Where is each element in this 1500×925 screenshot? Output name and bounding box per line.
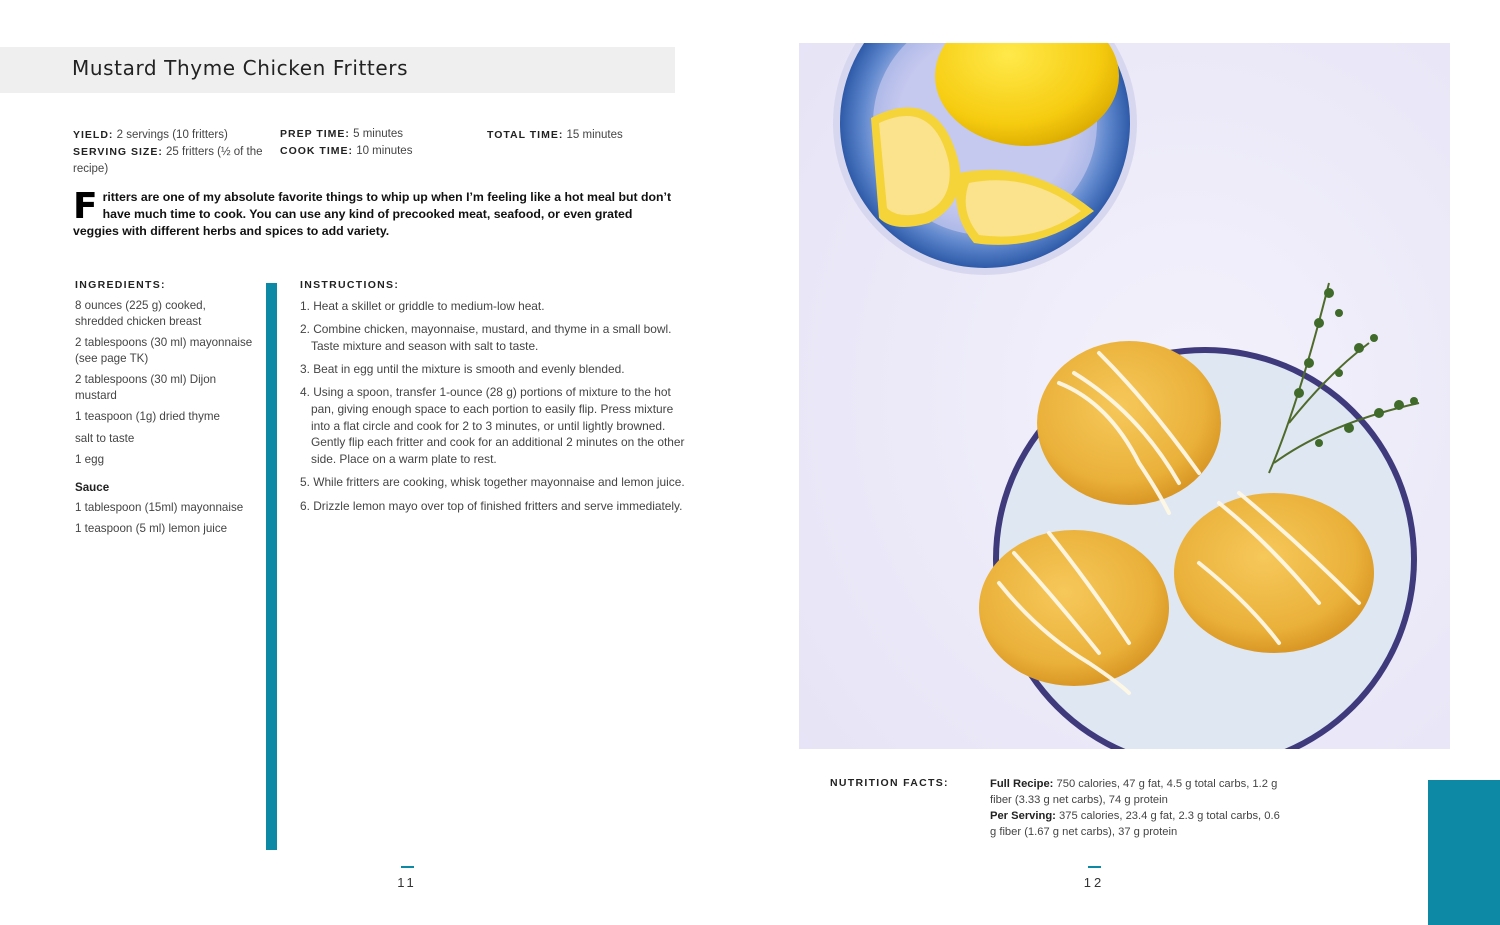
ingredient-item: salt to taste [75,431,135,445]
page-number-text: 11 [397,875,417,890]
nutrition-facts [990,776,1280,840]
per-serving-label: Per Serving: [990,810,1056,822]
total-time-value: 15 minutes [563,129,623,141]
accent-divider-bar [266,283,277,850]
ingredient-item: 2 tablespoons (30 ml) Dijon mustard [75,373,217,402]
serving-size-label: SERVING SIZE: [73,146,163,158]
instructions-label: INSTRUCTIONS: [300,279,400,291]
accent-corner-block [1428,780,1500,925]
page-number-dash [1088,866,1101,868]
time-info [280,126,460,160]
instruction-step: 1. Heat a skillet or griddle to medium-low heat. [300,299,545,313]
cook-time-label: COOK TIME: [280,145,353,157]
full-recipe-value: 750 calories, 47 g fat, 4.5 g total carbs, 1.2 g fiber (3.33 g net carbs), 74 g protein [990,778,1278,806]
cook-time-value: 10 minutes [353,145,413,157]
instruction-step: 6. Drizzle lemon mayo over top of finished fritters and serve immediately. [300,498,683,513]
recipe-photo [799,43,1450,749]
nutrition-facts-label: NUTRITION FACTS: [830,777,949,789]
page-number-text: 12 [1083,875,1105,890]
ingredients-section [75,279,255,543]
food-photo-illustration [799,43,1450,749]
instruction-step: 5. While fritters are cooking, whisk together mayonnaise and lemon juice. [300,475,685,490]
page-number-right [1079,866,1109,890]
total-time-info [487,127,667,144]
yield-label: YIELD: [73,129,114,141]
prep-time-label: PREP TIME: [280,128,350,140]
page-number-dash [401,866,414,868]
intro-text: ritters are one of my absolute favorite things to whip up when I’m feeling like a hot meal but don’t have much time to cook. You can use any kind of precooked meat, seafood, or even grated veggies with different herbs and spices to add variety. [73,190,672,238]
instruction-step: 3. Beat in egg until the mixture is smooth and evenly blended. [300,362,625,377]
yield-value: 2 servings (10 fritters) [113,129,228,141]
total-time-label: TOTAL TIME: [487,129,564,141]
ingredient-item: 8 ounces (225 g) cooked, shredded chicken breast [75,299,206,328]
yield-serving-info [73,127,263,178]
ingredient-item: 1 teaspoon (1g) dried thyme [75,410,221,423]
sauce-item: 1 teaspoon (5 ml) lemon juice [75,522,228,535]
ingredients-label: INGREDIENTS: [75,279,166,291]
instructions-list [300,298,685,514]
instruction-step: 4. Using a spoon, transfer 1-ounce (28 g) portions of mixture to the hot pan, giving enough space to each portion to easily flip. Press mixture into a flat circle and cook for 2 to 3 minutes, or until lightly browned. Gently flip each fritter and cook for an additional 2 minutes on the other side. Place on a warm plate to rest. [300,385,685,467]
drop-cap: F [73,186,98,227]
title-band [0,47,675,93]
sauce-item: 1 tablespoon (15ml) mayonnaise [75,500,244,514]
prep-time-value: 5 minutes [349,128,403,140]
instruction-step: 2. Combine chicken, mayonnaise, mustard, and thyme in a small bowl. Taste mixture and season with salt to taste. [300,322,672,353]
sauce-list [75,500,255,537]
ingredient-item: 1 egg [75,453,105,466]
intro-paragraph [73,186,679,240]
ingredients-list [75,298,255,468]
page-number-left [392,866,422,890]
full-recipe-label: Full Recipe: [990,778,1054,790]
instructions-section [300,279,685,521]
sauce-label: Sauce [75,480,110,494]
per-serving-value: 375 calories, 23.4 g fat, 2.3 g total carbs, 0.6 g fiber (1.67 g net carbs), 37 g protein [990,810,1280,838]
ingredient-item: 2 tablespoons (30 ml) mayonnaise (see page TK) [75,336,253,365]
recipe-title: Mustard Thyme Chicken Fritters [72,56,409,80]
serving-size-value: 25 fritters (½ of the recipe) [73,146,263,175]
